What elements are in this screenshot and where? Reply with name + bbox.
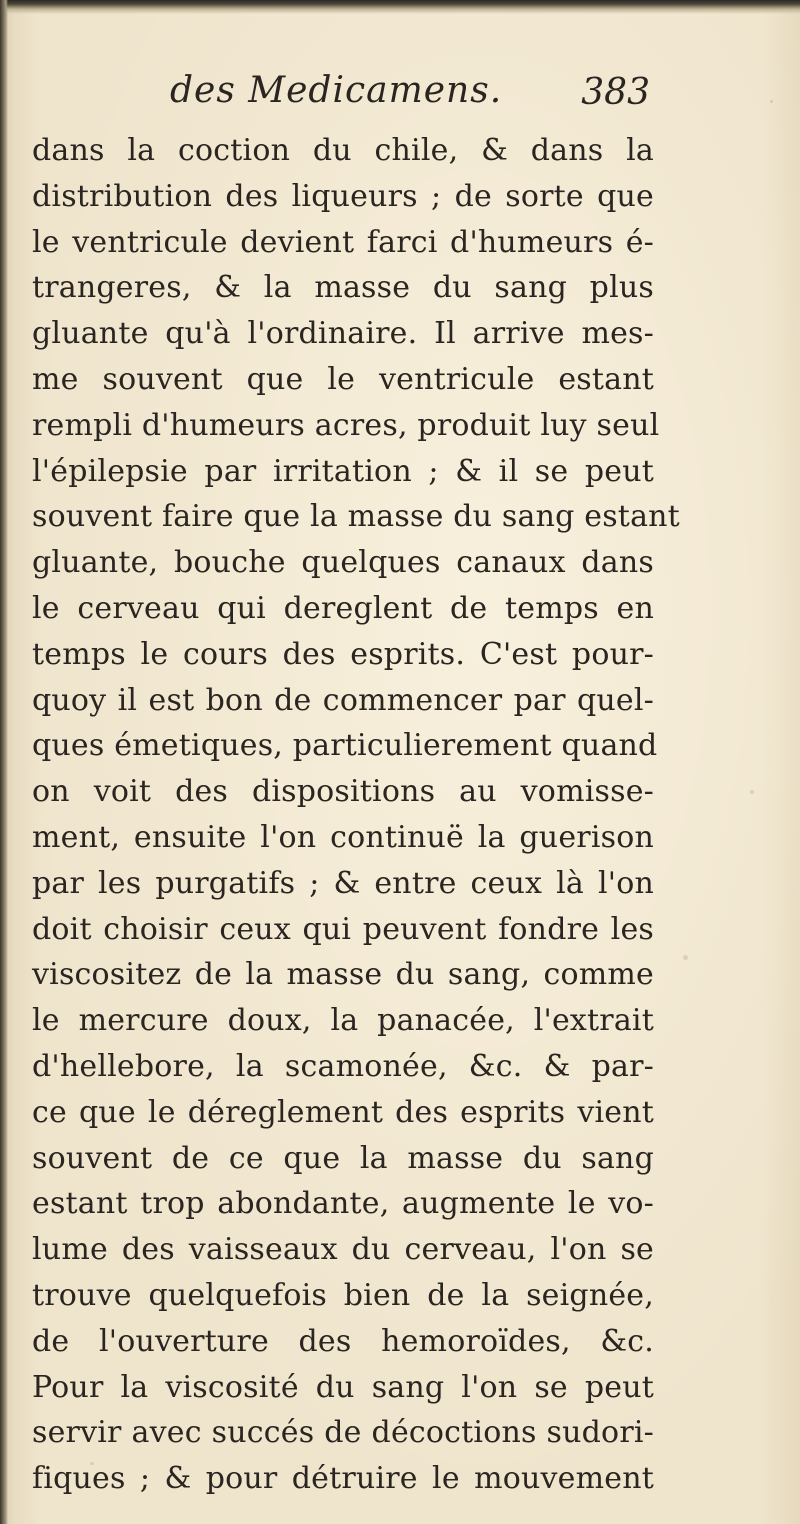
text-line: le ventricule devient farci d'humeurs é- (32, 224, 654, 260)
paper-spot (770, 100, 773, 103)
page-number: 383 (581, 72, 650, 113)
paper-spot (750, 790, 754, 794)
text-line: l'épilepsie par irritation ; & il se peut (32, 453, 654, 489)
text-line: souvent de ce que la masse du sang (32, 1140, 654, 1176)
text-line: lume des vaisseaux du cerveau, l'on se (32, 1232, 654, 1268)
text-line: doit choisir ceux qui peuvent fondre les (32, 911, 654, 947)
text-line: estant trop abondante, augmente le vo- (32, 1186, 654, 1222)
text-line: dans la coction du chile, & dans la (32, 133, 654, 168)
text-line: distribution des liqueurs ; de sorte que (32, 178, 654, 214)
running-title: des Medicamens. (170, 70, 503, 111)
page-top-edge (0, 0, 800, 14)
text-line: gluante, bouche quelques canaux dans (32, 545, 654, 581)
paper-spot (90, 1462, 94, 1465)
text-line: le mercure doux, la panacée, l'extrait (32, 1003, 654, 1039)
text-line: fiques ; & pour détruire le mouvement (32, 1461, 654, 1497)
text-line: le cerveau qui dereglent de temps en (32, 590, 654, 626)
text-line: trouve quelquefois bien de la seignée, (32, 1277, 654, 1313)
text-line: rempli d'humeurs acres, produit luy seul (32, 407, 660, 443)
text-line: gluante qu'à l'ordinaire. Il arrive mes- (32, 316, 654, 352)
body-text (32, 128, 680, 1502)
page-binding-edge (0, 0, 8, 1524)
text-line: de l'ouverture des hemoroïdes, &c. (32, 1323, 654, 1359)
text-line: ment, ensuite l'on continuë la guerison (32, 819, 654, 855)
text-line: quoy il est bon de commencer par quel- (32, 682, 654, 718)
text-line: Pour la viscosité du sang l'on se peut (32, 1369, 654, 1405)
text-line: temps le cours des esprits. C'est pour- (32, 636, 654, 672)
text-line: ques émetiques, particulierement quand (32, 728, 658, 764)
text-line: ce que le déreglement des esprits vient (32, 1094, 654, 1130)
text-line: me souvent que le ventricule estant (32, 361, 654, 397)
text-line: souvent faire que la masse du sang estant (32, 499, 680, 535)
text-line: trangeres, & la masse du sang plus (32, 270, 654, 306)
text-line: par les purgatifs ; & entre ceux là l'on (32, 865, 654, 901)
text-line: servir avec succés de décoctions sudori- (32, 1415, 654, 1451)
text-line: d'hellebore, la scamonée, &c. & par- (32, 1048, 654, 1084)
text-line: viscositez de la masse du sang, comme (32, 957, 654, 993)
running-head (150, 70, 650, 120)
text-line: on voit des dispositions au vomisse- (32, 774, 654, 810)
paper-spot (683, 955, 688, 960)
